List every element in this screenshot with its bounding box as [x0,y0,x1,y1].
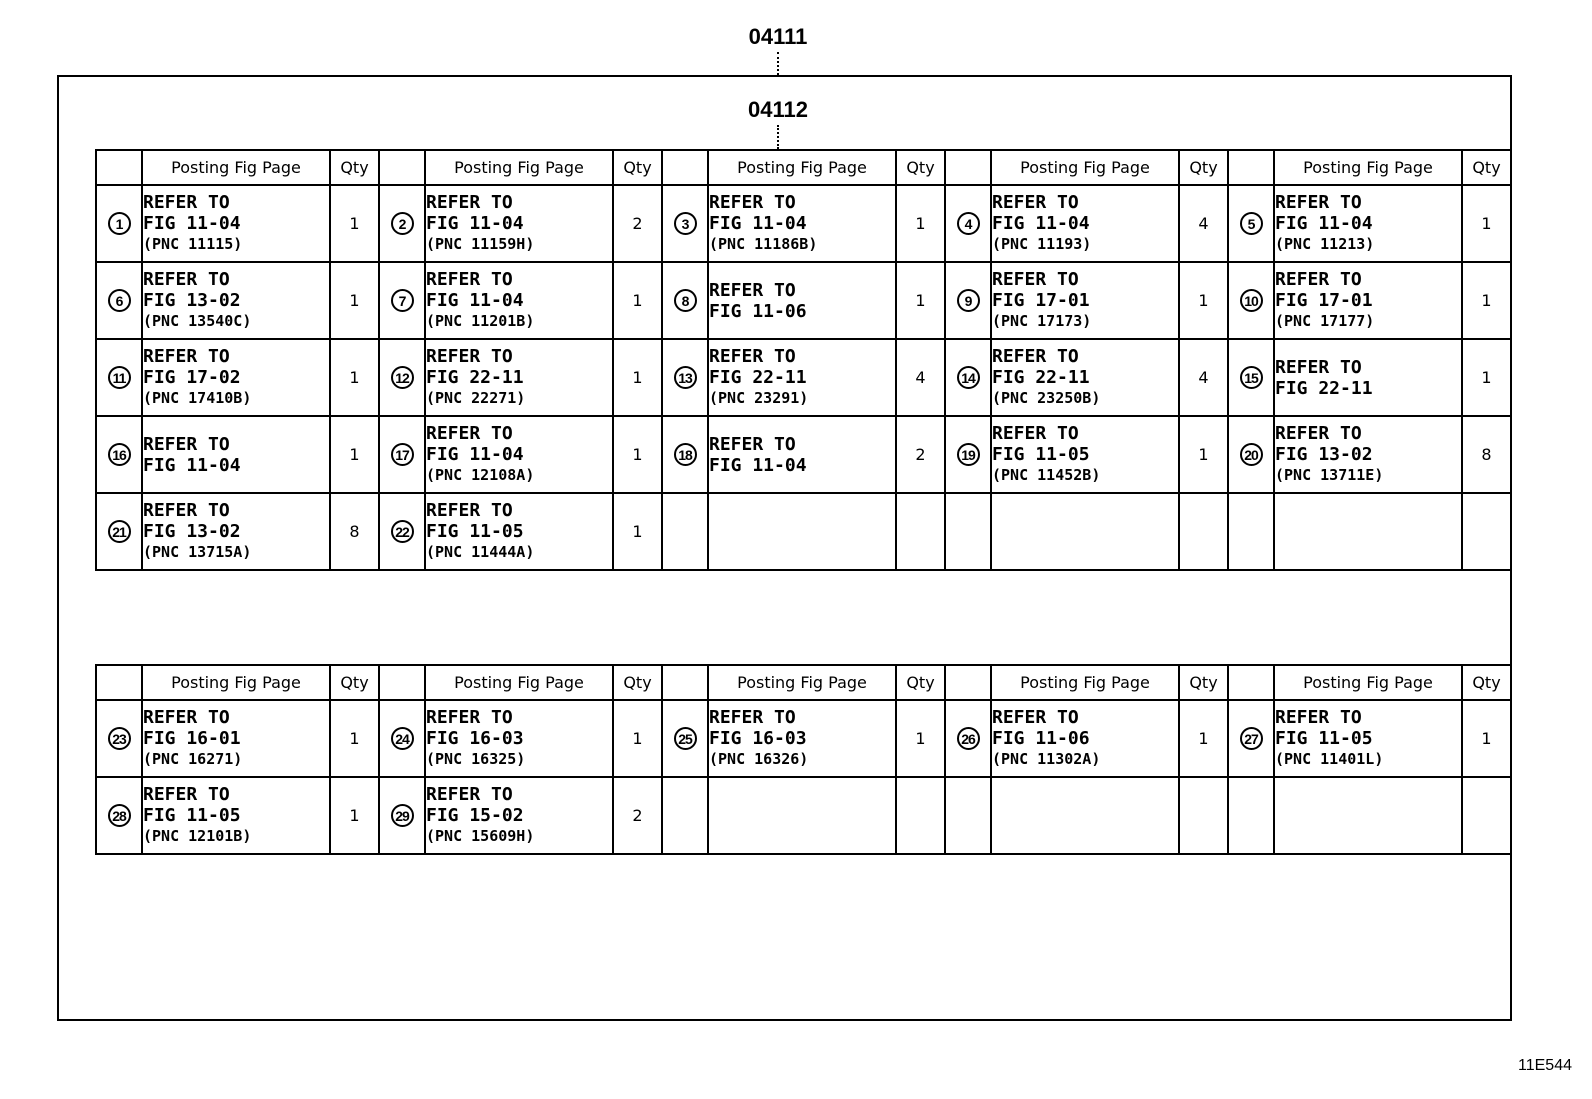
reference-cell [991,185,1179,262]
header-blank [96,150,142,185]
fig-link[interactable]: FIG 11-04 [143,454,241,476]
qty-cell: 1 [613,700,662,777]
reference-cell [991,339,1179,416]
fig-link[interactable]: FIG 15-02 [426,805,524,826]
header-blank [96,665,142,700]
leader-line-inner [777,125,779,149]
reference-cell [991,262,1179,339]
fig-link[interactable]: FIG 22-11 [1275,377,1373,399]
item-number-cell [379,777,425,854]
reference-cell [142,777,330,854]
reference-cell [425,339,613,416]
pnc-label: (PNC 12101B) [143,827,252,845]
header-posting-fig-page: Posting Fig Page [1274,150,1462,185]
item-number-badge[interactable]: 27 [1240,727,1263,750]
reference-cell [708,493,896,570]
fig-link[interactable]: FIG 11-04 [709,454,807,476]
header-posting-fig-page: Posting Fig Page [708,150,896,185]
qty-cell: 4 [896,339,945,416]
header-posting-fig-page: Posting Fig Page [991,150,1179,185]
item-number-cell [945,493,991,570]
refer-to-label: REFER TO [709,346,796,367]
fig-link[interactable]: FIG 17-02 [143,367,241,388]
item-number-badge[interactable]: 1 [108,212,131,235]
qty-cell: 1 [613,339,662,416]
fig-link[interactable]: FIG 11-04 [426,444,524,465]
item-number-cell [945,262,991,339]
header-qty: Qty [613,665,662,700]
item-number-cell [379,493,425,570]
fig-link[interactable]: FIG 11-04 [426,290,524,311]
pnc-label: (PNC 23250B) [992,389,1101,407]
header-posting-fig-page: Posting Fig Page [425,665,613,700]
item-number-badge[interactable]: 21 [108,520,131,543]
qty-cell: 1 [330,416,379,493]
item-number-badge[interactable]: 15 [1240,366,1263,389]
fig-link[interactable]: FIG 11-04 [143,213,241,234]
table-row [96,493,1511,570]
item-number-cell [1228,185,1274,262]
item-number-badge[interactable]: 16 [108,443,131,466]
qty-cell: 1 [613,493,662,570]
header-qty: Qty [1462,150,1511,185]
qty-cell [896,493,945,570]
reference-cell [991,777,1179,854]
item-number-cell [379,416,425,493]
header-posting-fig-page: Posting Fig Page [708,665,896,700]
pnc-label: (PNC 11213) [1275,235,1375,253]
pnc-label: (PNC 11193) [992,235,1092,253]
fig-link[interactable]: FIG 11-05 [1275,728,1373,749]
refer-to-label: REFER TO [1275,192,1362,213]
item-number-badge[interactable]: 24 [391,727,414,750]
header-qty: Qty [330,150,379,185]
item-number-cell [662,262,708,339]
qty-cell [1462,777,1511,854]
qty-cell: 2 [613,185,662,262]
fig-link[interactable]: FIG 13-02 [143,521,241,542]
header-blank [379,150,425,185]
fig-link[interactable]: FIG 22-11 [709,367,807,388]
table-row [96,777,1511,854]
item-number-badge[interactable]: 19 [957,443,980,466]
item-number-badge[interactable]: 29 [391,804,414,827]
qty-cell: 4 [1179,339,1228,416]
refer-to-label: REFER TO [426,269,513,290]
reference-cell [708,185,896,262]
item-number-badge[interactable]: 5 [1240,212,1263,235]
refer-to-label: REFER TO [143,269,230,290]
item-number-cell [662,777,708,854]
fig-link[interactable]: FIG 13-02 [1275,444,1373,465]
table-header-row [96,150,1511,185]
header-posting-fig-page: Posting Fig Page [425,150,613,185]
item-number-badge[interactable]: 11 [108,366,131,389]
refer-to-label: REFER TO [1275,707,1362,728]
pnc-label: (PNC 17177) [1275,312,1375,330]
item-number-badge[interactable]: 6 [108,289,131,312]
item-number-badge[interactable]: 23 [108,727,131,750]
qty-cell: 1 [1179,416,1228,493]
item-number-badge[interactable]: 26 [957,727,980,750]
qty-cell: 1 [896,262,945,339]
table-row [96,262,1511,339]
refer-to-label: REFER TO [143,500,230,521]
pnc-label: (PNC 11186B) [709,235,818,253]
qty-cell: 1 [330,700,379,777]
item-number-cell [1228,777,1274,854]
qty-cell: 2 [896,416,945,493]
item-number-cell [662,339,708,416]
item-number-cell [945,416,991,493]
refer-to-label: REFER TO [709,279,796,301]
pnc-label: (PNC 23291) [709,389,809,407]
qty-cell: 1 [896,185,945,262]
item-number-cell [96,262,142,339]
header-qty: Qty [896,150,945,185]
item-number-cell [945,777,991,854]
reference-table-1 [95,149,1512,571]
header-qty: Qty [613,150,662,185]
reference-cell [1274,185,1462,262]
table-row [96,700,1511,777]
refer-to-label: REFER TO [992,192,1079,213]
reference-cell [708,262,896,339]
refer-to-label: REFER TO [709,707,796,728]
reference-cell [708,777,896,854]
fig-link[interactable]: FIG 22-11 [992,367,1090,388]
item-number-cell [662,416,708,493]
reference-cell [1274,416,1462,493]
refer-to-label: REFER TO [143,192,230,213]
item-number-cell [1228,493,1274,570]
pnc-label: (PNC 13540C) [143,312,252,330]
header-posting-fig-page: Posting Fig Page [991,665,1179,700]
fig-link[interactable]: FIG 11-04 [992,213,1090,234]
item-number-badge[interactable]: 14 [957,366,980,389]
header-qty: Qty [896,665,945,700]
header-blank [1228,665,1274,700]
fig-link[interactable]: FIG 22-11 [426,367,524,388]
qty-cell [1179,493,1228,570]
fig-link[interactable]: FIG 11-04 [709,213,807,234]
reference-cell [1274,493,1462,570]
item-number-badge[interactable]: 22 [391,520,414,543]
item-number-badge[interactable]: 18 [674,443,697,466]
item-number-cell [379,339,425,416]
item-number-cell [379,262,425,339]
table-row [96,185,1511,262]
item-number-cell [96,777,142,854]
pnc-label: (PNC 15609H) [426,827,535,845]
qty-cell: 1 [1462,339,1511,416]
fig-link[interactable]: FIG 11-04 [426,213,524,234]
pnc-label: (PNC 13711E) [1275,466,1384,484]
reference-cell [425,185,613,262]
qty-cell: 1 [896,700,945,777]
refer-to-label: REFER TO [143,346,230,367]
item-number-badge[interactable]: 2 [391,212,414,235]
fig-link[interactable]: FIG 16-01 [143,728,241,749]
reference-cell [708,339,896,416]
fig-link[interactable]: FIG 11-06 [992,728,1090,749]
qty-cell: 2 [613,777,662,854]
fig-link[interactable]: FIG 11-04 [1275,213,1373,234]
reference-cell [425,700,613,777]
item-number-cell [662,700,708,777]
refer-to-label: REFER TO [992,346,1079,367]
pnc-label: (PNC 17173) [992,312,1092,330]
reference-cell [991,493,1179,570]
item-number-badge[interactable]: 7 [391,289,414,312]
reference-cell [708,416,896,493]
pnc-label: (PNC 11444A) [426,543,535,561]
item-number-cell [379,185,425,262]
reference-cell [991,416,1179,493]
fig-link[interactable]: FIG 11-06 [709,300,807,322]
refer-to-label: REFER TO [709,433,796,455]
qty-cell [1462,493,1511,570]
refer-to-label: REFER TO [709,192,796,213]
refer-to-label: REFER TO [992,269,1079,290]
illustration-code: 11E544 [1518,1057,1572,1074]
refer-to-label: REFER TO [1275,269,1362,290]
pnc-label: (PNC 22271) [426,389,526,407]
fig-link[interactable]: FIG 17-01 [992,290,1090,311]
header-posting-fig-page: Posting Fig Page [142,665,330,700]
reference-cell [142,339,330,416]
reference-cell [142,493,330,570]
table-header-row [96,665,1511,700]
qty-cell: 4 [1179,185,1228,262]
refer-to-label: REFER TO [426,346,513,367]
reference-cell [1274,262,1462,339]
refer-to-label: REFER TO [992,423,1079,444]
refer-to-label: REFER TO [1275,423,1362,444]
fig-link[interactable]: FIG 16-03 [426,728,524,749]
header-blank [662,665,708,700]
header-blank [945,665,991,700]
reference-cell [1274,777,1462,854]
fig-link[interactable]: FIG 11-05 [426,521,524,542]
qty-cell: 1 [1462,700,1511,777]
qty-cell: 1 [1179,700,1228,777]
fig-link[interactable]: FIG 11-05 [992,444,1090,465]
pnc-label: (PNC 16271) [143,750,243,768]
item-number-cell [96,339,142,416]
item-number-badge[interactable]: 17 [391,443,414,466]
reference-cell [991,700,1179,777]
fig-link[interactable]: FIG 16-03 [709,728,807,749]
reference-cell [425,777,613,854]
fig-link[interactable]: FIG 11-05 [143,805,241,826]
item-number-badge[interactable]: 3 [674,212,697,235]
qty-cell: 1 [330,185,379,262]
header-blank [1228,150,1274,185]
refer-to-label: REFER TO [992,707,1079,728]
pnc-label: (PNC 11115) [143,235,243,253]
qty-cell: 1 [330,777,379,854]
item-number-badge[interactable]: 10 [1240,289,1263,312]
fig-link[interactable]: FIG 13-02 [143,290,241,311]
header-blank [662,150,708,185]
item-number-cell [96,185,142,262]
item-number-cell [1228,700,1274,777]
leader-line-outer [777,52,779,75]
pnc-label: (PNC 11159H) [426,235,535,253]
qty-cell: 8 [1462,416,1511,493]
table-row [96,339,1511,416]
pnc-label: (PNC 11201B) [426,312,535,330]
reference-cell [708,700,896,777]
reference-table-2 [95,664,1512,855]
header-qty: Qty [330,665,379,700]
pnc-label: (PNC 16326) [709,750,809,768]
header-qty: Qty [1179,665,1228,700]
header-posting-fig-page: Posting Fig Page [142,150,330,185]
qty-cell: 1 [1179,262,1228,339]
item-number-cell [662,493,708,570]
item-number-cell [945,185,991,262]
qty-cell: 1 [1462,262,1511,339]
pnc-label: (PNC 13715A) [143,543,252,561]
item-number-badge[interactable]: 25 [674,727,697,750]
item-number-cell [96,493,142,570]
header-posting-fig-page: Posting Fig Page [1274,665,1462,700]
reference-cell [1274,700,1462,777]
table-row [96,416,1511,493]
refer-to-label: REFER TO [426,784,513,805]
pnc-label: (PNC 16325) [426,750,526,768]
item-number-cell [1228,262,1274,339]
refer-to-label: REFER TO [426,500,513,521]
reference-cell [142,262,330,339]
qty-cell: 1 [613,416,662,493]
reference-cell [425,262,613,339]
item-number-cell [1228,339,1274,416]
qty-cell: 1 [613,262,662,339]
refer-to-label: REFER TO [143,784,230,805]
assembly-code-inner[interactable]: 04112 [748,97,808,122]
item-number-badge[interactable]: 13 [674,366,697,389]
item-number-badge[interactable]: 28 [108,804,131,827]
qty-cell: 1 [330,262,379,339]
reference-cell [425,493,613,570]
item-number-cell [96,700,142,777]
pnc-label: (PNC 17410B) [143,389,252,407]
qty-cell: 8 [330,493,379,570]
item-number-cell [945,339,991,416]
reference-cell [142,416,330,493]
item-number-cell [379,700,425,777]
qty-cell: 1 [1462,185,1511,262]
pnc-label: (PNC 12108A) [426,466,535,484]
refer-to-label: REFER TO [426,423,513,444]
item-number-badge[interactable]: 9 [957,289,980,312]
pnc-label: (PNC 11452B) [992,466,1101,484]
refer-to-label: REFER TO [143,433,230,455]
header-blank [945,150,991,185]
fig-link[interactable]: FIG 17-01 [1275,290,1373,311]
item-number-badge[interactable]: 12 [391,366,414,389]
header-qty: Qty [1462,665,1511,700]
item-number-cell [662,185,708,262]
reference-cell [1274,339,1462,416]
qty-cell [896,777,945,854]
assembly-code-outer[interactable]: 04111 [748,24,808,49]
refer-to-label: REFER TO [426,192,513,213]
reference-cell [142,700,330,777]
header-blank [379,665,425,700]
qty-cell [1179,777,1228,854]
refer-to-label: REFER TO [1275,356,1362,378]
reference-cell [425,416,613,493]
item-number-badge[interactable]: 20 [1240,443,1263,466]
item-number-badge[interactable]: 4 [957,212,980,235]
item-number-badge[interactable]: 8 [674,289,697,312]
qty-cell: 1 [330,339,379,416]
reference-cell [142,185,330,262]
refer-to-label: REFER TO [426,707,513,728]
item-number-cell [96,416,142,493]
pnc-label: (PNC 11401L) [1275,750,1384,768]
item-number-cell [945,700,991,777]
header-qty: Qty [1179,150,1228,185]
pnc-label: (PNC 11302A) [992,750,1101,768]
item-number-cell [1228,416,1274,493]
refer-to-label: REFER TO [143,707,230,728]
